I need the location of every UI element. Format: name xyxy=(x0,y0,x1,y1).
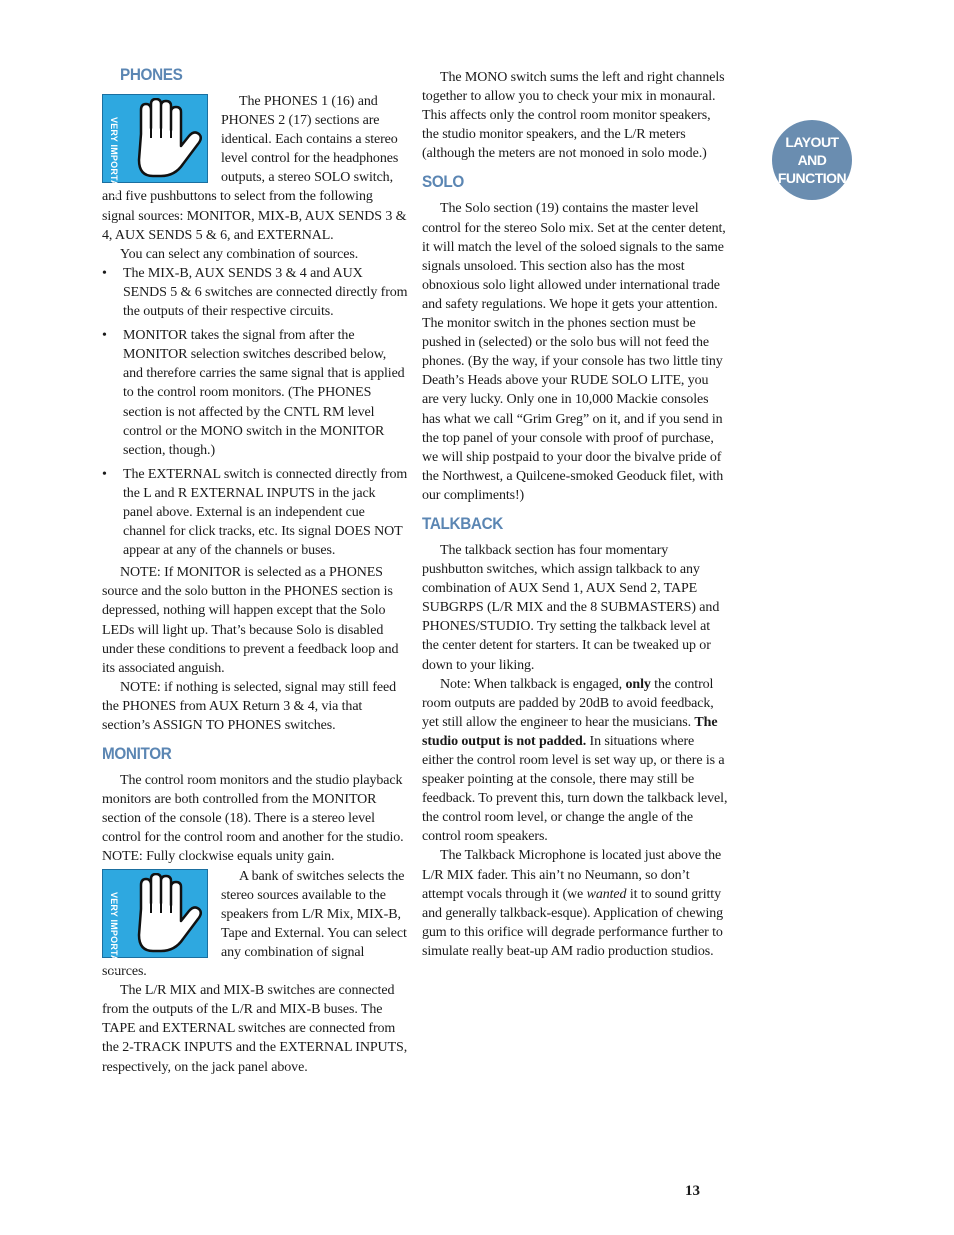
talkback-heading: TALKBACK xyxy=(422,513,503,533)
list-item: • The MIX-B, AUX SENDS 3 & 4 and AUX SENDS 5 & 6 switches are connected directly from the outputs of their respective circuits. xyxy=(102,264,408,321)
very-important-callout-phones xyxy=(102,94,208,200)
talkback-p3: The Talkback Microphone is located just above the L/R MIX fader. This ain’t no Neumann, so don’t attempt vocals through it (we wanted it to sound gritty and generally talkback-esque). Application of chewing gum to this orifice will degrade performance further to simulate really beat-up AM radio production studios. xyxy=(422,848,724,959)
very-important-label: VERY IMPORTANT xyxy=(109,117,119,200)
phones-heading: PHONES xyxy=(120,65,183,84)
phones-note-1: NOTE: If MONITOR is selected as a PHONES source and the solo button in the PHONES section is depressed, nothing will happen except that the Solo LEDs will light up. That’s because Solo is disabled under these conditions to prevent a feedback loop and its associated anguish. xyxy=(102,565,399,676)
monitor-p3: The L/R MIX and MIX-B switches are connected from the outputs of the L/R and MIX-B buses. The TAPE and EXTERNAL switches are connected from the 2-TRACK INPUTS and the EXTERNAL INPUTS, respectively, on the jack panel above. xyxy=(102,983,408,1075)
monitor-heading: MONITOR xyxy=(102,744,172,764)
solo-heading: SOLO xyxy=(422,172,464,192)
right-column xyxy=(422,68,728,961)
list-item: • The EXTERNAL switch is connected directly from the L and R EXTERNAL INPUTS in the jack panel above. External is an independent cue channel for click tracks, etc. Its signal DOES NOT appear at any of the channels or buses. xyxy=(102,465,408,560)
phones-intro: VERY IMPORTANT The PHONES 1 (16) and PHONES 2 (17) sections are identical. Each contains a stereo level control for the headphones outputs, a stereo SOLO switch, and five pushbuttons to select from the following signal sources: MONITOR, MIX-B, AUX SENDS 3 & 4, AUX SENDS 5 & 6, and EXTERNAL. xyxy=(102,94,407,243)
solo-paragraph: The Solo section (19) contains the master level control for the stereo Solo mix. Set at the center detent, it will match the level of the soloed signals to the same signals unsoloed. This section also has the most obnoxious solo light allowed under international trade and safety regulations. We hope it gets your attention. The monitor switch in the phones section must be pushed in (selected) or the solo bus will not feed the phones. (By the way, if your console has two little tiny Death’s Heads above your RUDE SOLO LITE, you are very lucky. Only one in 10,000 Mackie consoles has what we call “Grim Greg” on it, and if you send in the top panel of your console with proof of purchase, we will ship postpaid to your door the bivalve pride of the Northwest, a Quilcene-smoked Geoduck filet, with our compliments!) xyxy=(422,201,726,503)
talkback-p2: Note: When talkback is engaged, only the control room outputs are padded by 20dB to avoid feedback, yet still allow the engineer to hear the musicians. The studio output is not padded. In situations where either the control room level is set way up, or there is a speaker pointing at the console, there may still be feedback. To prevent this, turn down the talkback level, the control room level, or change the angle of the control room speakers. xyxy=(422,676,728,845)
monitor-p2: VERY IMPORTANT A bank of switches selects the stereo sources available to the speakers from L/R Mix, MIX-B, Tape and External. You can select any combination of signal sources. xyxy=(102,868,407,980)
section-badge xyxy=(772,120,852,200)
hand-icon xyxy=(127,98,205,180)
very-important-callout-monitor xyxy=(102,869,208,974)
badge-line: LAYOUT xyxy=(785,134,839,150)
phones-bullet-list xyxy=(102,264,408,560)
phones-note-2: NOTE: if nothing is selected, signal may still feed the PHONES from AUX Return 3 & 4, via that section’s ASSIGN TO PHONES switches. xyxy=(102,679,397,733)
badge-line: AND xyxy=(797,152,827,168)
list-item: • MONITOR takes the signal from after the MONITOR selection switches described below, and therefore carries the same signal that is applied to the control room monitors. (The PHONES section is not affected by the CNTL RM level control or the MONO switch in the MONITOR section, though.) xyxy=(102,326,408,460)
page-number: 13 xyxy=(685,1183,700,1199)
talkback-p1: The talkback section has four momentary pushbutton switches, which assign talkback to any combination of AUX Send 1, AUX Send 2, TAPE SUBGRPS (L/R MIX and the 8 SUBMASTERS) and PHONES/STUDIO. Try setting the talkback level at the center detent for starters. It can be tweaked up or down to your liking. xyxy=(422,542,720,673)
monitor-p1: The control room monitors and the studio playback monitors are both controlled from the MONITOR section of the console (18). There is a stereo level control for the control room and another for the studio. NOTE: Fully clockwise equals unity gain. xyxy=(102,773,404,865)
left-column xyxy=(102,64,408,1077)
hand-icon xyxy=(127,873,205,955)
badge-line: FUNCTION xyxy=(777,170,847,186)
very-important-label: VERY IMPORTANT xyxy=(109,891,119,974)
phones-any-combination: You can select any combination of sources. xyxy=(120,246,359,262)
mono-paragraph: The MONO switch sums the left and right channels together to allow you to check your mix in monaural. This affects only the control room monitor speakers, the studio monitor speakers, and the L/R meters (although the meters are not monoed in solo mode.) xyxy=(422,70,725,162)
